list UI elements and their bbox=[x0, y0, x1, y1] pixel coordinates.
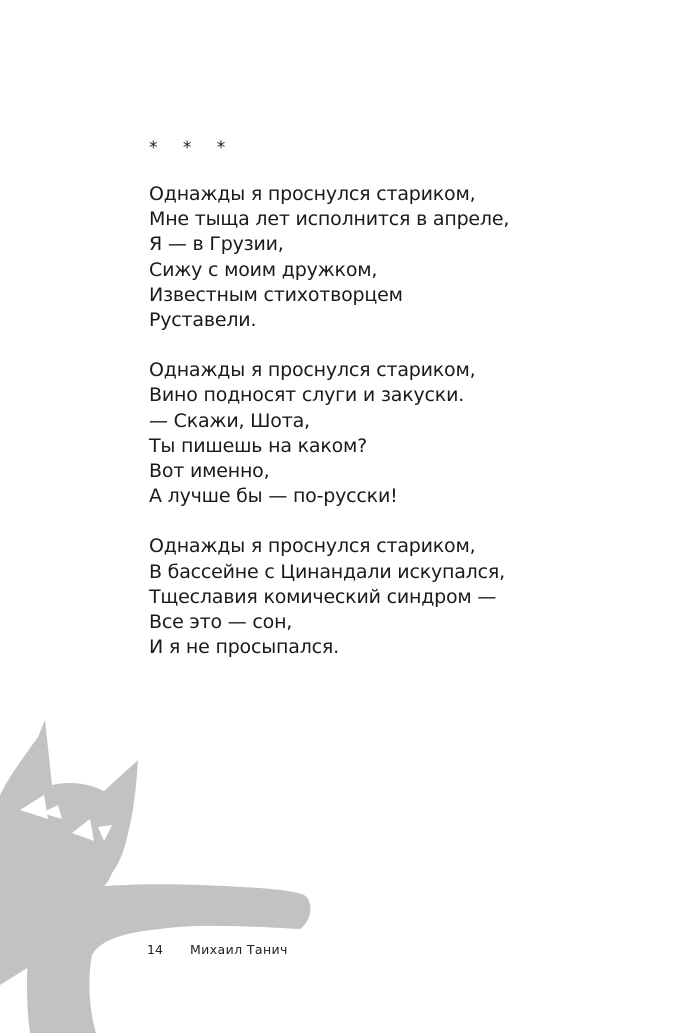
cat-silhouette-icon bbox=[0, 715, 320, 1033]
cat-body bbox=[0, 720, 310, 1033]
poem-line: Ты пишешь на каком? bbox=[149, 434, 368, 457]
poem-line: Однажды я проснулся стариком, bbox=[149, 183, 476, 205]
poem-line: Известным стихотворцем bbox=[149, 283, 403, 306]
poem-line: Вот именно, bbox=[149, 460, 270, 483]
page-number: 14 bbox=[147, 942, 163, 957]
section-ornament: * * * bbox=[149, 138, 236, 158]
poem-line: А лучше бы — по-русски! bbox=[149, 485, 398, 508]
poem-line: Я — в Грузии, bbox=[149, 233, 284, 256]
poem-line: Мне тыща лет исполнится в апреле, bbox=[149, 208, 510, 231]
running-head-author: Михаил Танич bbox=[190, 942, 288, 957]
poem-line: Все это — сон, bbox=[149, 611, 293, 634]
poem-line: Руставели. bbox=[149, 309, 257, 332]
poem-line: Сижу с моим дружком, bbox=[149, 258, 378, 281]
poem-line: — Скажи, Шота, bbox=[149, 409, 310, 432]
stanza-1 bbox=[149, 182, 629, 333]
page-footer bbox=[0, 942, 691, 962]
poem-line: Однажды я проснулся стариком, bbox=[149, 359, 476, 382]
poem-line: Тщеславия комический синдром — bbox=[149, 585, 497, 608]
poem-line: И я не просыпался. bbox=[149, 636, 339, 659]
poem-line: Однажды я проснулся стариком, bbox=[149, 535, 476, 558]
poem bbox=[149, 136, 629, 685]
stanza-3 bbox=[149, 534, 629, 660]
stanza-2 bbox=[149, 358, 629, 509]
poem-line: Вино подносят слуги и закуски. bbox=[149, 384, 465, 407]
poem-line: В бассейне с Цинандали искупался, bbox=[149, 560, 505, 583]
